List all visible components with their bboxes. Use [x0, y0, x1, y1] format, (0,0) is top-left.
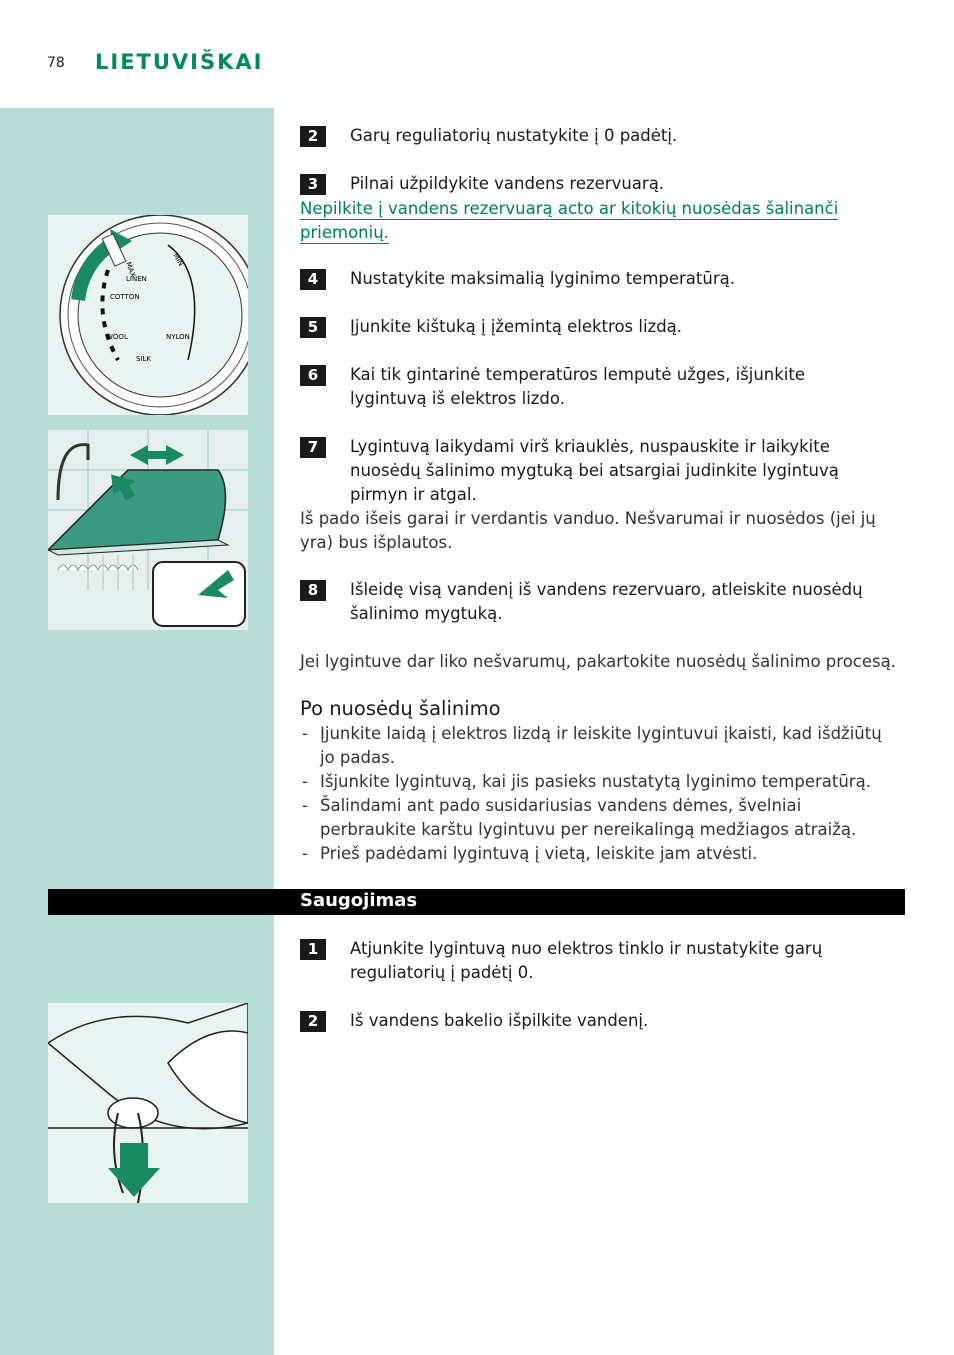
step-number: 2 — [300, 126, 326, 147]
dial-label-linen: LINEN — [126, 275, 147, 283]
dial-label-nylon: NYLON — [166, 333, 190, 341]
warning-text: Nepilkite į vandens rezervuarą acto ar kitokių nuosėdas šalinanči priemonių. — [300, 199, 839, 242]
section-header — [48, 889, 905, 915]
step-number: 1 — [300, 939, 326, 960]
dial-label-wool: WOOL — [106, 333, 128, 341]
step-text: Atjunkite lygintuvą nuo elektros tinklo ir nustatykite garų reguliatorių į padėtį 0. — [350, 939, 823, 982]
warning-note — [300, 197, 860, 245]
step-number: 4 — [300, 269, 326, 290]
step-number: 8 — [300, 580, 326, 601]
list-item: - Įjunkite laidą į elektros lizdą ir leiskite lygintuvui įkaisti, kad išdžiūtų jo padas. — [300, 722, 900, 770]
after-descaling-heading: Po nuosėdų šalinimo — [300, 697, 501, 720]
step-text: Įjunkite kištuką į įžemintą elektros lizdą. — [350, 317, 683, 336]
temperature-dial-icon — [48, 215, 248, 415]
page-number: 78 — [47, 55, 65, 71]
empty-water-illustration — [48, 1003, 248, 1203]
steam-note: Iš pado išeis garai ir verdantis vanduo. Nešvarumai ir nuosėdos (jei jų yra) bus išplautos. — [300, 509, 876, 552]
step-text: Lygintuvą laikydami virš kriauklės, nuspauskite ir laikykite nuosėdų šalinimo mygtuką bei atsargiai judinkite lygintuvą pirmyn ir atgal. — [350, 437, 839, 504]
language-title: LIETUVIŠKAI — [95, 50, 264, 74]
step-text: Iš vandens bakelio išpilkite vandenį. — [350, 1011, 649, 1030]
step-text: Pilnai užpildykite vandens rezervuarą. — [350, 174, 665, 193]
iron-sink-illustration — [48, 430, 248, 630]
dial-label-silk: SILK — [136, 355, 151, 363]
step-number: 6 — [300, 365, 326, 386]
pour-water-icon — [48, 1003, 248, 1203]
list-item: - Prieš padėdami lygintuvą į vietą, leiskite jam atvėsti. — [300, 842, 900, 866]
step-number: 5 — [300, 317, 326, 338]
step-number: 2 — [300, 1011, 326, 1032]
repeat-note: Jei lygintuve dar liko nešvarumų, pakartokite nuosėdų šalinimo procesą. — [300, 652, 896, 671]
iron-steam-icon — [48, 430, 248, 630]
dial-label-cotton: COTTON — [110, 293, 140, 301]
step-text: Garų reguliatorių nustatykite į 0 padėtį. — [350, 126, 678, 145]
step-text: Išleidę visą vandenį iš vandens rezervuaro, atleiskite nuosėdų šalinimo mygtuką. — [350, 580, 863, 623]
dial-illustration — [48, 215, 248, 415]
step-number: 3 — [300, 174, 326, 195]
step-number: 7 — [300, 437, 326, 458]
step-text: Kai tik gintarinė temperatūros lemputė užges, išjunkite lygintuvą iš elektros lizdo. — [350, 365, 806, 408]
after-descaling-list — [300, 722, 900, 866]
step-text: Nustatykite maksimalią lyginimo temperatūrą. — [350, 269, 735, 288]
list-item: - Išjunkite lygintuvą, kai jis pasieks nustatytą lyginimo temperatūrą. — [300, 770, 900, 794]
list-item: - Šalindami ant pado susidariusias vandens dėmes, švelniai perbraukite karštu lygintuvu per nereikalingą medžiagos atraižą. — [300, 794, 900, 842]
dial-label-min: MIN — [171, 252, 185, 268]
dial-label-max: MAX — [124, 260, 137, 279]
section-title: Saugojimas — [300, 890, 418, 911]
